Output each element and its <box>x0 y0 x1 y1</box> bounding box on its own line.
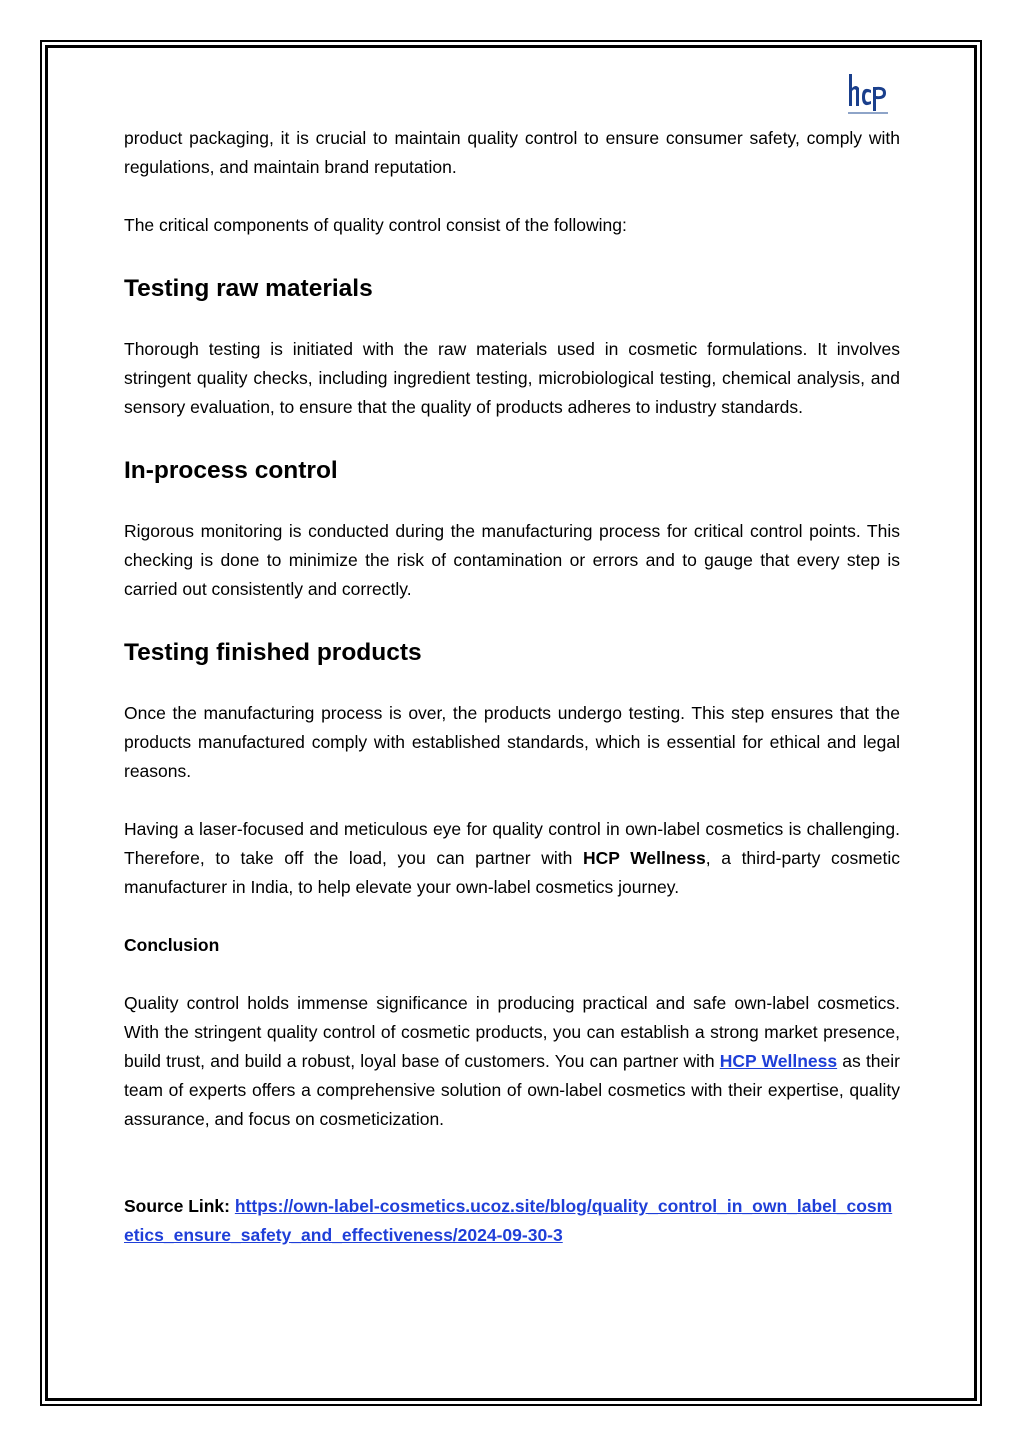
source-label: Source Link: <box>124 1196 235 1216</box>
document-body <box>124 124 900 1250</box>
conclusion-heading: Conclusion <box>124 935 220 955</box>
conclusion-text-after: as their team of experts offers a comprehensive solution of own-label cosmetics with their expertise, quality assurance, and focus on cosmeticization. <box>124 1051 900 1129</box>
section-heading-raw-materials: Testing raw materials <box>124 275 373 302</box>
conclusion-text-before: Quality control holds immense significance in producing practical and safe own-label cosmetics. With the stringent quality control of cosmetic products, you can establish a strong market presence, build trust, and build a robust, loyal base of customers. You can partner with <box>124 993 900 1071</box>
section-heading-finished-products: Testing finished products <box>124 639 422 666</box>
hcp-wellness-link[interactable]: HCP Wellness <box>719 1051 838 1071</box>
section-heading-in-process: In-process control <box>124 457 338 484</box>
partner-company-name: HCP Wellness <box>582 848 706 868</box>
hcp-logo <box>846 72 890 118</box>
source-link[interactable]: https://own-label-cosmetics.ucoz.site/blog/quality_control_in_own_label_cosmetics_ensure_safety_and_effectiveness/2024-09-30-3 <box>124 1196 893 1245</box>
conclusion-paragraph <box>124 989 900 1134</box>
section-body-in-process: Rigorous monitoring is conducted during the manufacturing process for critical control points. This checking is done to minimize the risk of contamination or errors and to gauge that every step is carried out consistently and correctly. <box>124 521 900 599</box>
intro-paragraph: product packaging, it is crucial to maintain quality control to ensure consumer safety, comply with regulations, and maintain brand reputation. <box>124 128 900 177</box>
section-body-raw-materials: Thorough testing is initiated with the raw materials used in cosmetic formulations. It involves stringent quality checks, including ingredient testing, microbiological testing, chemical analysis, and sensory evaluation, to ensure that the quality of products adheres to industry standards. <box>124 339 900 417</box>
partner-text-after: , a third-party cosmetic manufacturer in India, to help elevate your own-label cosmetics journey. <box>124 848 900 897</box>
partner-text-before: Having a laser-focused and meticulous eye for quality control in own-label cosmetics is challenging. Therefore, to take off the load, you can partner with <box>124 819 900 868</box>
source-line <box>124 1192 900 1250</box>
partner-paragraph <box>124 815 900 902</box>
hcp-logo-icon <box>846 72 890 118</box>
section-body-finished-products: Once the manufacturing process is over, the products undergo testing. This step ensures that the products manufactured comply with established standards, which is essential for ethical and legal reasons. <box>124 703 900 781</box>
components-intro: The critical components of quality control consist of the following: <box>124 215 627 235</box>
